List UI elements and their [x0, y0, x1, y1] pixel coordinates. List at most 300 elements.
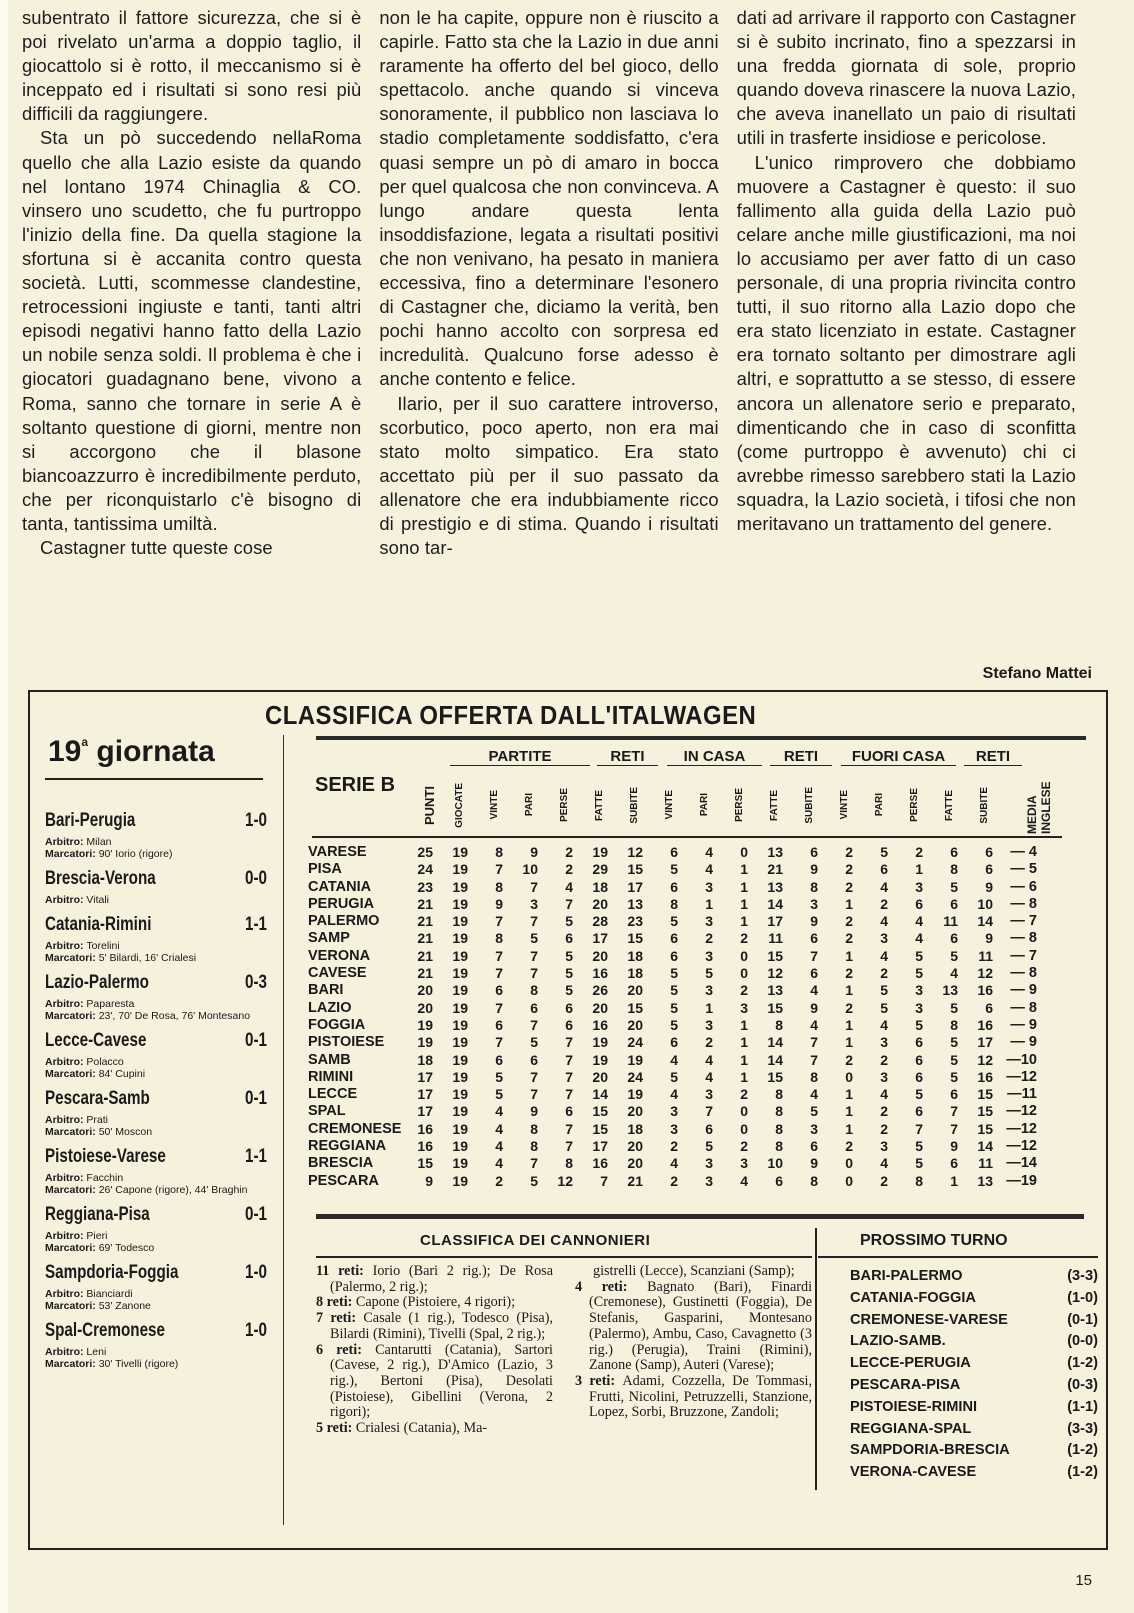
- stat-cell: 9: [810, 913, 818, 930]
- stat-cell: 4: [810, 982, 818, 999]
- match-result: [45, 972, 267, 1022]
- table-row: [308, 861, 1037, 878]
- media-inglese: —14: [1006, 1155, 1037, 1172]
- media-inglese: — 9: [1010, 982, 1037, 999]
- previous-result: (1-1): [1067, 1398, 1098, 1415]
- stat-cell: 19: [452, 965, 468, 982]
- stat-cell: 2: [845, 844, 853, 860]
- stat-cell: 1: [845, 1086, 853, 1103]
- stat-cell: 20: [627, 982, 643, 999]
- stat-cell: 21: [627, 1172, 643, 1189]
- column-header: [728, 776, 750, 834]
- stat-cell: 16: [977, 1068, 993, 1085]
- stat-cell: 0: [740, 1120, 748, 1137]
- fixture-row: [850, 1462, 1098, 1484]
- stat-cell: 21: [417, 895, 433, 912]
- stat-cell: 1: [740, 913, 748, 930]
- stat-cell: 2: [740, 930, 748, 947]
- stat-cell: 6: [565, 930, 573, 947]
- stat-cell: 7: [565, 1051, 573, 1068]
- stat-cell: 5: [950, 1034, 958, 1051]
- stat-cell: 19: [627, 1086, 643, 1103]
- stat-cell: 4: [880, 1155, 888, 1172]
- stat-cell: 8: [775, 1120, 783, 1137]
- stat-cell: 0: [845, 1155, 853, 1172]
- scorer-names: Capone (Pistoiere, 4 rigori);: [355, 1294, 516, 1311]
- team-name: PESCARA: [308, 1172, 379, 1189]
- box-title: CLASSIFICA OFFERTA DALL'ITALWAGEN: [265, 700, 757, 730]
- stat-cell: 7: [950, 1103, 958, 1120]
- stat-cell: 0: [740, 947, 748, 964]
- stat-cell: 5: [705, 965, 713, 982]
- stat-cell: 6: [810, 1138, 818, 1155]
- media-inglese: —11: [1007, 1086, 1037, 1103]
- media-inglese: —12: [1006, 1138, 1037, 1155]
- previous-result: (0-3): [1067, 1376, 1098, 1393]
- previous-result: (1-2): [1067, 1464, 1098, 1481]
- stat-cell: 0: [740, 844, 748, 860]
- stat-cell: 5: [530, 1034, 538, 1051]
- stat-cell: 8: [915, 1172, 923, 1189]
- stat-cell: 2: [670, 1138, 678, 1155]
- column-header-label: SUBITE: [978, 786, 990, 824]
- stat-cell: 3: [705, 878, 713, 895]
- stat-cell: 8: [530, 982, 538, 999]
- stat-cell: 25: [417, 844, 433, 860]
- stat-cell: 8: [530, 1138, 538, 1155]
- fixture-row: [850, 1310, 1098, 1332]
- stat-cell: 4: [495, 1103, 503, 1120]
- column-header-label: GIOCATE: [453, 782, 465, 828]
- article-column: [22, 6, 379, 560]
- stat-cell: 17: [627, 878, 643, 895]
- referee-line: [45, 1172, 267, 1184]
- stat-cell: 19: [452, 1120, 468, 1137]
- match-result: [45, 1320, 267, 1370]
- previous-result: (1-0): [1067, 1289, 1098, 1306]
- column-header: [798, 776, 820, 834]
- stat-cell: 5: [880, 999, 888, 1016]
- media-inglese: — 7: [1010, 947, 1037, 964]
- stat-cell: 7: [705, 1103, 713, 1120]
- stat-cell: 2: [740, 982, 748, 999]
- column-group-header: FUORI CASA: [841, 748, 956, 766]
- stat-cell: 17: [417, 1103, 433, 1120]
- team-name: VARESE: [308, 844, 367, 860]
- stat-cell: 21: [417, 965, 433, 982]
- referee-line: [45, 836, 267, 848]
- stat-cell: 8: [495, 930, 503, 947]
- stat-cell: 6: [950, 844, 958, 860]
- stat-cell: 3: [705, 1086, 713, 1103]
- column-group-header: IN CASA: [667, 748, 762, 766]
- scorers-names: 5' Bilardi, 16' Crialesi: [98, 952, 197, 964]
- stat-cell: 17: [592, 1138, 608, 1155]
- scorers-names: 53' Zanone: [98, 1300, 151, 1312]
- stat-cell: 4: [880, 1086, 888, 1103]
- stat-cell: 9: [810, 861, 818, 878]
- stat-cell: 5: [810, 1103, 818, 1120]
- matchday-title: [48, 735, 215, 769]
- referee-line: [45, 1288, 267, 1300]
- stat-cell: 19: [452, 1068, 468, 1085]
- table-row: [308, 896, 1037, 913]
- match-teams: Reggiana-Pisa: [45, 1204, 150, 1225]
- media-inglese: — 8: [1010, 930, 1037, 947]
- stat-cell: 26: [592, 982, 608, 999]
- stat-cell: 12: [557, 1172, 573, 1189]
- stat-cell: 5: [565, 982, 573, 999]
- stat-cell: 8: [495, 844, 503, 860]
- stat-cell: 15: [592, 1120, 608, 1137]
- column-header: [658, 776, 680, 834]
- stat-cell: 5: [670, 982, 678, 999]
- referee-line: [45, 1230, 267, 1242]
- stat-cell: 14: [977, 913, 993, 930]
- stat-cell: 2: [705, 930, 713, 947]
- stat-cell: 17: [592, 930, 608, 947]
- stat-cell: 18: [592, 878, 608, 895]
- scorers-line: [45, 952, 267, 964]
- scorer-entry: [316, 1421, 553, 1437]
- team-name: CREMONESE: [308, 1120, 402, 1137]
- stat-cell: 3: [705, 913, 713, 930]
- stat-cell: 2: [845, 999, 853, 1016]
- previous-result: (1-2): [1067, 1442, 1098, 1459]
- article-paragraph: Sta un pò succedendo nellaRoma quello che alla Lazio esiste da quando nel lontano 1974 Chinaglia & CO. vinsero uno scudetto, che fu purtroppo l'inizio della fine. Da quella stagione la sfortuna si è accanita contro questa società. Lutti, scommesse clandestine, retrocessioni ingiuste e tanti, tanti altri episodi negativi hanno fatto della Lazio un nobile senza soldi. Il problema è che i giocatori guadagnano bene, vivono a Roma, sanno che tornare in serie A è soltanto questione di giorni, mentre non si accorgono che il blasone biancoazzurro è incredibilmente perduto, che per riconquistarlo c'è bisogno di tanta, tantissima umiltà.: [22, 127, 362, 534]
- stat-cell: 19: [452, 947, 468, 964]
- stat-cell: 7: [495, 965, 503, 982]
- referee-name: Vitali: [86, 894, 109, 906]
- stat-cell: 19: [592, 1051, 608, 1068]
- match-score: 1-0: [245, 1262, 267, 1283]
- stat-cell: 1: [950, 1172, 958, 1189]
- stat-cell: 19: [452, 1103, 468, 1120]
- stat-cell: 5: [950, 999, 958, 1016]
- previous-result: (1-2): [1067, 1355, 1098, 1372]
- column-header-label: MEDIA INGLESE: [1025, 781, 1053, 834]
- stat-cell: 2: [845, 913, 853, 930]
- goal-count: 4 reti:: [575, 1278, 648, 1295]
- stat-cell: 6: [915, 1051, 923, 1068]
- previous-result: (3-3): [1067, 1268, 1098, 1284]
- stat-cell: 1: [740, 1068, 748, 1085]
- stat-cell: 6: [705, 1120, 713, 1137]
- stat-cell: 4: [495, 1138, 503, 1155]
- column-group-header: RETI: [597, 748, 658, 766]
- stat-cell: 1: [845, 947, 853, 964]
- scorers-line: [45, 1300, 267, 1312]
- stat-cell: 6: [810, 965, 818, 982]
- matchday-number: 19: [48, 735, 82, 768]
- stat-cell: 7: [565, 1034, 573, 1051]
- stat-cell: 13: [627, 895, 643, 912]
- stat-cell: 19: [592, 844, 608, 860]
- scorers-line: [45, 1010, 267, 1022]
- stat-cell: 5: [705, 1138, 713, 1155]
- scorer-entry: [575, 1374, 812, 1421]
- stat-cell: 1: [845, 1103, 853, 1120]
- stat-cell: 7: [495, 1034, 503, 1051]
- stat-cell: 9: [810, 999, 818, 1016]
- media-inglese: —19: [1006, 1172, 1037, 1189]
- scorers-column: [316, 1264, 553, 1437]
- goal-count: 3 reti:: [575, 1372, 623, 1389]
- column-group-header: RETI: [770, 748, 832, 766]
- match-teams: Pistoiese-Varese: [45, 1146, 166, 1167]
- match-info: [45, 1114, 267, 1138]
- scorer-entry: [316, 1343, 553, 1422]
- referee-line: [45, 1056, 267, 1068]
- stat-cell: 5: [495, 1068, 503, 1085]
- scorers-names: 90' Iorio (rigore): [98, 848, 173, 860]
- stat-cell: 19: [592, 1034, 608, 1051]
- referee-label: Arbitro:: [45, 894, 87, 906]
- scorer-entry: [316, 1264, 553, 1295]
- stat-cell: 5: [880, 982, 888, 999]
- stat-cell: 2: [845, 1138, 853, 1155]
- stat-cell: 3: [810, 1120, 818, 1137]
- divider: [815, 1228, 817, 1490]
- previous-result: (3-3): [1067, 1420, 1098, 1437]
- stat-cell: 4: [880, 1016, 888, 1033]
- referee-name: Prati: [86, 1114, 109, 1126]
- column-header-label: PERSE: [908, 788, 920, 822]
- stat-cell: 20: [627, 1016, 643, 1033]
- stat-cell: 5: [670, 1016, 678, 1033]
- stat-cell: 6: [950, 1155, 958, 1172]
- stat-cell: 19: [452, 1172, 468, 1189]
- column-header-label: SUBITE: [803, 786, 815, 824]
- stat-cell: 20: [627, 1138, 643, 1155]
- stat-cell: 2: [880, 965, 888, 982]
- stat-cell: 6: [915, 1034, 923, 1051]
- match-result: [45, 1204, 267, 1254]
- stat-cell: 19: [417, 1016, 433, 1033]
- scorers-label: Marcatori:: [45, 848, 99, 860]
- table-row: [308, 965, 1037, 982]
- match-info: [45, 1230, 267, 1254]
- stat-cell: 6: [985, 999, 993, 1016]
- stat-cell: 2: [845, 965, 853, 982]
- column-header: [973, 776, 995, 834]
- article-paragraph: Castagner tutte queste cose: [40, 537, 273, 559]
- match-header: [45, 914, 267, 936]
- stat-cell: 2: [705, 1034, 713, 1051]
- stat-cell: 7: [530, 1016, 538, 1033]
- stat-cell: 8: [495, 878, 503, 895]
- media-inglese: — 8: [1010, 999, 1037, 1016]
- stat-cell: 5: [915, 947, 923, 964]
- column-header: [483, 776, 505, 834]
- stat-cell: 19: [417, 1034, 433, 1051]
- stat-cell: 5: [495, 1086, 503, 1103]
- match-score: 0-0: [245, 868, 267, 889]
- fixture-teams: BARI-PALERMO: [850, 1268, 963, 1284]
- stat-cell: 7: [565, 1086, 573, 1103]
- stat-cell: 6: [495, 1051, 503, 1068]
- match-header: [45, 1088, 267, 1110]
- team-name: CAVESE: [308, 965, 367, 982]
- referee-name: Pieri: [86, 1230, 108, 1242]
- column-header: [553, 776, 575, 834]
- column-header: [833, 776, 855, 834]
- stat-cell: 4: [705, 1051, 713, 1068]
- referee-name: Facchin: [86, 1172, 124, 1184]
- column-header: [588, 776, 610, 834]
- stat-cell: 19: [452, 1034, 468, 1051]
- goal-count: 11 reti:: [316, 1263, 373, 1279]
- media-inglese: —10: [1006, 1051, 1037, 1068]
- scorers-names: 50' Moscon: [98, 1126, 153, 1138]
- referee-name: Torelini: [86, 940, 120, 952]
- referee-label: Arbitro:: [45, 1288, 87, 1300]
- media-inglese: — 8: [1010, 895, 1037, 912]
- match-header: [45, 1204, 267, 1226]
- stat-cell: 4: [915, 930, 923, 947]
- stat-cell: 1: [845, 1016, 853, 1033]
- referee-label: Arbitro:: [45, 1230, 87, 1242]
- stat-cell: 6: [950, 895, 958, 912]
- stat-cell: 4: [670, 1051, 678, 1068]
- column-header-label: PARI: [698, 793, 710, 817]
- stat-cell: 14: [767, 895, 783, 912]
- stat-cell: 18: [627, 947, 643, 964]
- stat-cell: 6: [565, 999, 573, 1016]
- referee-line: [45, 894, 267, 906]
- stat-cell: 2: [740, 1138, 748, 1155]
- column-header-label: PARI: [523, 793, 535, 817]
- article-paragraph: subentrato il fattore sicurezza, che si è poi rivelato un'arma a doppio taglio, il giocattolo si è rotto, il meccanismo si è inceppato ed i risultati si sono resi più difficili da raggiungere.: [22, 7, 362, 125]
- stat-cell: 6: [530, 1051, 538, 1068]
- stat-cell: 5: [880, 844, 888, 860]
- stat-cell: 19: [452, 1138, 468, 1155]
- stat-cell: 4: [950, 965, 958, 982]
- match-score: 1-0: [245, 1320, 267, 1341]
- stat-cell: 7: [530, 913, 538, 930]
- team-name: LECCE: [308, 1086, 358, 1103]
- stat-cell: 6: [810, 844, 818, 860]
- stat-cell: 0: [740, 1103, 748, 1120]
- column-header: [903, 776, 925, 834]
- scorer-names: gistrelli (Lecce), Scanziani (Samp);: [593, 1263, 795, 1279]
- match-result: [45, 1262, 267, 1312]
- referee-label: Arbitro:: [45, 940, 87, 952]
- stat-cell: 5: [670, 999, 678, 1016]
- stat-cell: 5: [565, 913, 573, 930]
- stat-cell: 19: [452, 913, 468, 930]
- column-group-header: PARTITE: [450, 748, 590, 766]
- stat-cell: 0: [740, 965, 748, 982]
- results-list: [45, 810, 267, 1378]
- referee-label: Arbitro:: [45, 998, 87, 1010]
- stat-cell: 19: [452, 844, 468, 860]
- referee-name: Polacco: [86, 1056, 124, 1068]
- next-round-list: [850, 1266, 1098, 1484]
- scorers-names: 30' Tivelli (rigore): [98, 1358, 179, 1370]
- stat-cell: 12: [767, 965, 783, 982]
- column-group-header: RETI: [964, 748, 1022, 766]
- stat-cell: 19: [452, 1051, 468, 1068]
- referee-name: Leni: [86, 1346, 107, 1358]
- scorer-names: Cantarutti (Catania), Sartori (Cavese, 2 rig.), D'Amico (Lazio, 3 rig.), Bertoni (Pisa), Desolati (Pistoiese), Gibellini (Verona, 2 rigori);: [330, 1341, 553, 1421]
- stat-cell: 9: [530, 844, 538, 860]
- stat-cell: 8: [810, 1068, 818, 1085]
- stat-cell: 7: [600, 1172, 608, 1189]
- article-paragraph: non le ha capite, oppure non è riuscito a capirle. Fatto sta che la Lazio in due anni raramente ha offerto del bel gioco, dello spettacolo. anche quando si vinceva sonoramente, il pubblico non lasciava lo stadio completamente soddisfatto, c'era quasi sempre un pò di amaro in bocca per quel qualcosa che non convinceva. A lungo andare questa lenta insoddisfazione, legata a risultati positivi che non venivano, ha pesato in maniera eccessiva, fino a determinare l'esonero di Castagner che, diciamo la verità, ben pochi hanno accolto con sorpresa ed incredulità. Qualcuno forse adesso è anche contento e felice.: [379, 7, 719, 390]
- scorers-line: [45, 1242, 267, 1254]
- stat-cell: 12: [977, 965, 993, 982]
- match-header: [45, 868, 267, 890]
- stat-cell: 6: [670, 947, 678, 964]
- stat-cell: 1: [740, 1016, 748, 1033]
- media-inglese: — 9: [1010, 1016, 1037, 1033]
- match-header: [45, 1320, 267, 1342]
- stat-cell: 19: [452, 999, 468, 1016]
- stat-cell: 4: [880, 878, 888, 895]
- stat-cell: 3: [705, 1172, 713, 1189]
- standings-header: [300, 740, 1090, 840]
- stat-cell: 8: [775, 1138, 783, 1155]
- stat-cell: 19: [452, 861, 468, 878]
- previous-result: (0-1): [1067, 1311, 1098, 1328]
- article-column: [379, 6, 736, 560]
- referee-name: Milan: [86, 836, 112, 848]
- stat-cell: 3: [670, 1103, 678, 1120]
- stat-cell: 19: [452, 1086, 468, 1103]
- team-name: REGGIANA: [308, 1138, 387, 1155]
- divider: [312, 836, 1062, 838]
- stat-cell: 1: [845, 1034, 853, 1051]
- stat-cell: 1: [915, 861, 923, 878]
- stat-cell: 15: [977, 1120, 993, 1137]
- stat-cell: 9: [950, 1138, 958, 1155]
- scorers-label: Marcatori:: [45, 1242, 99, 1254]
- stat-cell: 4: [670, 1086, 678, 1103]
- stat-cell: 6: [565, 1016, 573, 1033]
- stat-cell: 13: [942, 982, 958, 999]
- stat-cell: 15: [767, 1068, 783, 1085]
- matchday-sup: a: [81, 735, 89, 749]
- column-header-label: FATTE: [943, 789, 955, 821]
- stat-cell: 2: [880, 1172, 888, 1189]
- stat-cell: 19: [452, 895, 468, 912]
- scorers-line: [45, 1184, 267, 1196]
- stat-cell: 15: [417, 1155, 433, 1172]
- table-row: [308, 948, 1037, 965]
- stat-cell: 7: [565, 1120, 573, 1137]
- media-inglese: — 9: [1010, 1034, 1037, 1051]
- stat-cell: 20: [592, 947, 608, 964]
- stat-cell: 20: [592, 895, 608, 912]
- scorers-label: Marcatori:: [45, 1068, 99, 1080]
- match-score: 0-1: [245, 1088, 267, 1109]
- stat-cell: 5: [915, 1155, 923, 1172]
- stat-cell: 6: [670, 1034, 678, 1051]
- stat-cell: 4: [495, 1120, 503, 1137]
- stat-cell: 7: [565, 1068, 573, 1085]
- team-name: LAZIO: [308, 999, 352, 1016]
- scorers-column: [575, 1264, 812, 1437]
- column-header: [518, 776, 540, 834]
- stat-cell: 1: [705, 895, 713, 912]
- fixture-row: [850, 1440, 1098, 1462]
- stat-cell: 16: [417, 1138, 433, 1155]
- scorers-line: [45, 1068, 267, 1080]
- match-teams: Brescia-Verona: [45, 868, 156, 889]
- stat-cell: 1: [845, 1120, 853, 1137]
- stat-cell: 3: [880, 1034, 888, 1051]
